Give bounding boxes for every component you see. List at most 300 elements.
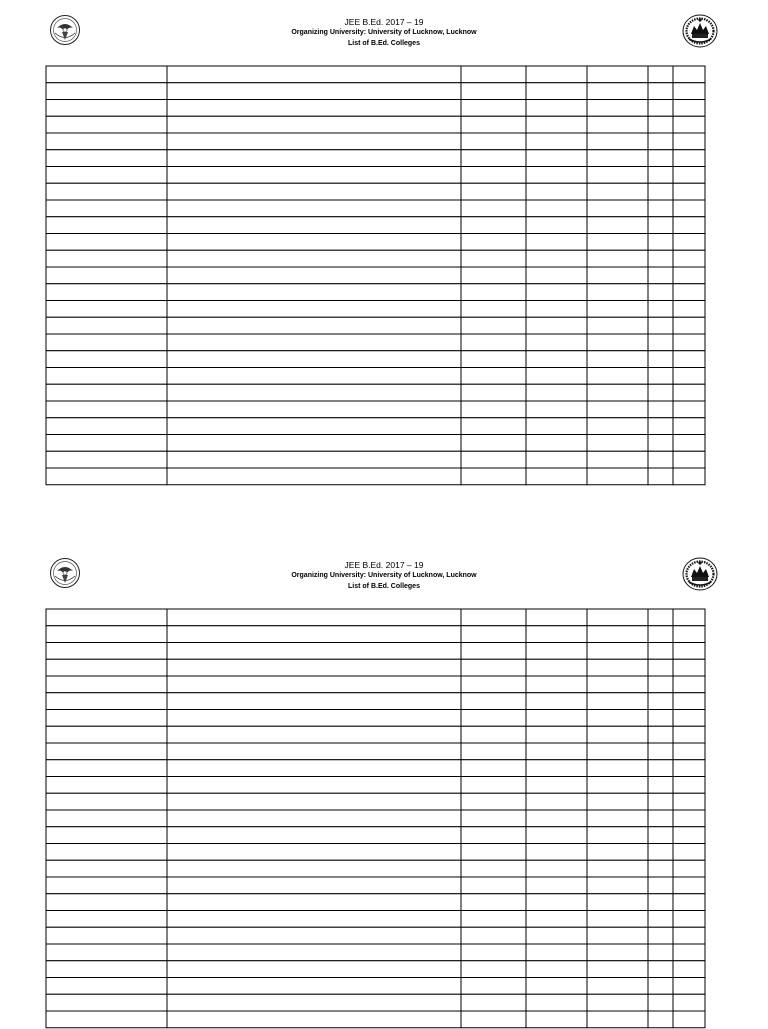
table-cell [587, 1011, 648, 1028]
table-cell [167, 894, 461, 911]
table-cell [587, 451, 648, 468]
table-cell [526, 693, 587, 710]
table-cell [461, 894, 526, 911]
table-cell [167, 777, 461, 794]
table-cell [167, 1011, 461, 1028]
table-cell [587, 334, 648, 351]
table-cell [46, 911, 167, 928]
table-cell [461, 726, 526, 743]
table-cell [167, 183, 461, 200]
table-cell [526, 777, 587, 794]
table-cell [673, 334, 705, 351]
table-cell [648, 150, 673, 167]
table-cell [587, 927, 648, 944]
table-cell [587, 301, 648, 318]
table-cell [648, 401, 673, 418]
table-row [46, 760, 705, 777]
table-cell [461, 994, 526, 1011]
table-cell [46, 676, 167, 693]
table-cell [167, 944, 461, 961]
table-cell [587, 827, 648, 844]
organizing-university: Organizing University: University of Lucknow, Lucknow [291, 29, 477, 36]
table-cell [526, 911, 587, 928]
table-cell [167, 451, 461, 468]
table-cell [526, 643, 587, 660]
table-cell [587, 401, 648, 418]
table-cell [167, 643, 461, 660]
table-cell [167, 133, 461, 150]
table-row [46, 726, 705, 743]
table-cell [46, 994, 167, 1011]
table-cell [673, 368, 705, 385]
table-cell [167, 418, 461, 435]
university-seal-icon [682, 14, 718, 48]
table-cell [167, 435, 461, 452]
table-cell [46, 368, 167, 385]
table-cell [526, 609, 587, 626]
table-row [46, 468, 705, 485]
table-cell [46, 150, 167, 167]
table-cell [673, 810, 705, 827]
document-title: JEE B.Ed. 2017 – 19 [344, 17, 424, 27]
table-cell [526, 133, 587, 150]
table-cell [648, 760, 673, 777]
table-cell [648, 468, 673, 485]
table-cell [167, 100, 461, 117]
table-cell [648, 710, 673, 727]
table-cell [587, 777, 648, 794]
table-cell [167, 827, 461, 844]
table-cell [461, 451, 526, 468]
table-cell [167, 267, 461, 284]
table-cell [526, 927, 587, 944]
table-cell [461, 83, 526, 100]
table-cell [673, 877, 705, 894]
table-cell [46, 116, 167, 133]
table-cell [461, 961, 526, 978]
table-cell [167, 860, 461, 877]
table-cell [673, 726, 705, 743]
table-cell [526, 894, 587, 911]
table-cell [673, 994, 705, 1011]
table-row [46, 827, 705, 844]
table-row [46, 435, 705, 452]
table-cell [46, 401, 167, 418]
table-cell [526, 1011, 587, 1028]
table-cell [673, 961, 705, 978]
table-cell [673, 894, 705, 911]
table-cell [461, 250, 526, 267]
table-cell [648, 827, 673, 844]
table-row [46, 710, 705, 727]
table-cell [167, 116, 461, 133]
table-cell [587, 317, 648, 334]
document-header [0, 557, 768, 605]
table-row [46, 167, 705, 184]
colleges-table [45, 608, 708, 1029]
table-cell [673, 643, 705, 660]
document-title: JEE B.Ed. 2017 – 19 [344, 560, 424, 570]
table-cell [648, 317, 673, 334]
table-cell [673, 944, 705, 961]
table-cell [526, 150, 587, 167]
table-cell [461, 435, 526, 452]
table-row [46, 609, 705, 626]
table-cell [587, 351, 648, 368]
table-row [46, 451, 705, 468]
table-cell [587, 368, 648, 385]
table-cell [461, 334, 526, 351]
table-cell [461, 418, 526, 435]
table-cell [587, 844, 648, 861]
table-cell [648, 217, 673, 234]
table-cell [673, 693, 705, 710]
table-cell [167, 810, 461, 827]
table-cell [526, 116, 587, 133]
table-cell [46, 183, 167, 200]
table-row [46, 267, 705, 284]
table-row [46, 183, 705, 200]
table-cell [648, 994, 673, 1011]
table-cell [461, 927, 526, 944]
table-row [46, 384, 705, 401]
table-row [46, 217, 705, 234]
table-cell [673, 743, 705, 760]
table-cell [673, 401, 705, 418]
table-cell [167, 743, 461, 760]
table-cell [526, 659, 587, 676]
table-cell [461, 1011, 526, 1028]
table-cell [46, 468, 167, 485]
table-cell [587, 676, 648, 693]
table-cell [461, 659, 526, 676]
table-cell [461, 626, 526, 643]
table-row [46, 317, 705, 334]
table-cell [673, 978, 705, 995]
table-cell [461, 468, 526, 485]
table-cell [587, 66, 648, 83]
table-cell [167, 626, 461, 643]
table-cell [461, 234, 526, 251]
table-cell [46, 435, 167, 452]
table-cell [648, 368, 673, 385]
table-cell [673, 83, 705, 100]
table-cell [673, 284, 705, 301]
table-cell [526, 827, 587, 844]
table-cell [648, 860, 673, 877]
table-cell [648, 927, 673, 944]
table-cell [526, 877, 587, 894]
table-cell [167, 911, 461, 928]
table-cell [673, 317, 705, 334]
table-row [46, 994, 705, 1011]
table-cell [673, 911, 705, 928]
table-cell [648, 944, 673, 961]
table-cell [648, 451, 673, 468]
table-cell [648, 810, 673, 827]
table-cell [167, 301, 461, 318]
table-cell [461, 609, 526, 626]
table-cell [587, 743, 648, 760]
table-cell [648, 200, 673, 217]
table-cell [46, 83, 167, 100]
table-cell [461, 183, 526, 200]
table-cell [673, 860, 705, 877]
table-cell [648, 726, 673, 743]
table-cell [673, 183, 705, 200]
table-cell [461, 351, 526, 368]
table-cell [526, 626, 587, 643]
table-cell [167, 693, 461, 710]
table-cell [648, 911, 673, 928]
table-cell [587, 693, 648, 710]
table-cell [648, 844, 673, 861]
table-cell [526, 183, 587, 200]
table-cell [673, 267, 705, 284]
table-cell [46, 250, 167, 267]
table-cell [587, 250, 648, 267]
table-cell [461, 777, 526, 794]
table-cell [526, 267, 587, 284]
table-cell [461, 384, 526, 401]
table-row [46, 693, 705, 710]
table-cell [648, 894, 673, 911]
table-cell [461, 368, 526, 385]
table-row [46, 793, 705, 810]
table-cell [46, 1011, 167, 1028]
table-cell [526, 994, 587, 1011]
table-cell [46, 200, 167, 217]
table-row [46, 961, 705, 978]
table-cell [46, 334, 167, 351]
table-cell [526, 401, 587, 418]
table-cell [461, 133, 526, 150]
table-cell [526, 167, 587, 184]
table-cell [587, 860, 648, 877]
table-cell [46, 100, 167, 117]
table-cell [526, 368, 587, 385]
table-cell [673, 133, 705, 150]
table-cell [648, 1011, 673, 1028]
table-cell [648, 334, 673, 351]
table-cell [46, 133, 167, 150]
table-cell [526, 810, 587, 827]
table-cell [587, 183, 648, 200]
table-cell [167, 66, 461, 83]
table-cell [673, 1011, 705, 1028]
table-cell [167, 961, 461, 978]
table-cell [167, 978, 461, 995]
organizing-university: Organizing University: University of Lucknow, Lucknow [291, 572, 477, 579]
table-cell [46, 626, 167, 643]
table-cell [167, 676, 461, 693]
table-cell [587, 626, 648, 643]
table-cell [461, 793, 526, 810]
table-cell [587, 877, 648, 894]
table-cell [587, 167, 648, 184]
table-cell [673, 150, 705, 167]
table-cell [648, 777, 673, 794]
table-cell [46, 167, 167, 184]
table-cell [46, 944, 167, 961]
table-cell [673, 793, 705, 810]
table-cell [526, 793, 587, 810]
table-cell [526, 334, 587, 351]
table-cell [461, 66, 526, 83]
table-cell [461, 760, 526, 777]
table-cell [167, 317, 461, 334]
table-cell [673, 351, 705, 368]
table-cell [673, 418, 705, 435]
table-cell [648, 133, 673, 150]
table-cell [648, 267, 673, 284]
table-cell [461, 978, 526, 995]
table-row [46, 133, 705, 150]
table-cell [673, 676, 705, 693]
table-cell [648, 284, 673, 301]
table-cell [46, 961, 167, 978]
table-cell [461, 100, 526, 117]
table-cell [46, 743, 167, 760]
table-cell [648, 351, 673, 368]
table-cell [526, 860, 587, 877]
table-row [46, 368, 705, 385]
table-cell [46, 267, 167, 284]
table-cell [167, 150, 461, 167]
table-row [46, 250, 705, 267]
table-cell [587, 961, 648, 978]
table-cell [461, 317, 526, 334]
table-cell [648, 676, 673, 693]
table-cell [526, 384, 587, 401]
table-cell [167, 793, 461, 810]
table-cell [167, 726, 461, 743]
table-cell [167, 468, 461, 485]
table-row [46, 743, 705, 760]
table-cell [46, 66, 167, 83]
table-cell [587, 894, 648, 911]
table-cell [526, 743, 587, 760]
table-cell [526, 468, 587, 485]
table-cell [526, 250, 587, 267]
table-cell [587, 100, 648, 117]
table-cell [46, 284, 167, 301]
list-caption: List of B.Ed. Colleges [348, 583, 420, 590]
table-cell [587, 710, 648, 727]
table-cell [461, 217, 526, 234]
table-cell [461, 267, 526, 284]
table-cell [167, 284, 461, 301]
table-cell [46, 643, 167, 660]
table-cell [648, 384, 673, 401]
table-cell [46, 810, 167, 827]
table-cell [648, 693, 673, 710]
table-cell [526, 217, 587, 234]
table-cell [46, 927, 167, 944]
table-cell [587, 384, 648, 401]
table-cell [673, 844, 705, 861]
table-cell [648, 978, 673, 995]
table-cell [587, 726, 648, 743]
table-cell [46, 693, 167, 710]
table-cell [587, 83, 648, 100]
table-cell [648, 659, 673, 676]
table-row [46, 978, 705, 995]
table-cell [673, 167, 705, 184]
table-cell [461, 827, 526, 844]
table-row [46, 944, 705, 961]
table-cell [673, 609, 705, 626]
table-cell [673, 927, 705, 944]
table-row [46, 659, 705, 676]
table-cell [167, 384, 461, 401]
table-cell [648, 743, 673, 760]
table-row [46, 676, 705, 693]
table-cell [461, 116, 526, 133]
table-cell [461, 301, 526, 318]
table-cell [587, 267, 648, 284]
table-cell [461, 743, 526, 760]
table-cell [461, 710, 526, 727]
table-cell [461, 401, 526, 418]
table-cell [461, 200, 526, 217]
table-cell [673, 234, 705, 251]
table-cell [673, 777, 705, 794]
table-cell [673, 626, 705, 643]
table-row [46, 911, 705, 928]
table-row [46, 301, 705, 318]
table-cell [587, 116, 648, 133]
table-cell [461, 877, 526, 894]
table-row [46, 284, 705, 301]
table-cell [587, 217, 648, 234]
table-cell [587, 810, 648, 827]
table-cell [461, 911, 526, 928]
table-cell [526, 284, 587, 301]
table-row [46, 100, 705, 117]
table-cell [461, 284, 526, 301]
table-row [46, 1011, 705, 1028]
table-cell [673, 451, 705, 468]
table-cell [648, 643, 673, 660]
table-row [46, 401, 705, 418]
table-cell [648, 609, 673, 626]
table-cell [587, 659, 648, 676]
table-cell [648, 183, 673, 200]
table-cell [46, 418, 167, 435]
table-row [46, 351, 705, 368]
table-row [46, 234, 705, 251]
table-cell [167, 368, 461, 385]
table-row [46, 894, 705, 911]
table-cell [526, 944, 587, 961]
table-cell [526, 351, 587, 368]
table-cell [46, 860, 167, 877]
table-cell [648, 301, 673, 318]
table-cell [526, 451, 587, 468]
table-cell [46, 777, 167, 794]
table-cell [167, 217, 461, 234]
table-cell [46, 317, 167, 334]
table-cell [648, 877, 673, 894]
table-cell [673, 200, 705, 217]
table-cell [648, 418, 673, 435]
table-cell [461, 844, 526, 861]
table-row [46, 200, 705, 217]
table-cell [526, 83, 587, 100]
table-cell [673, 468, 705, 485]
table-cell [167, 234, 461, 251]
